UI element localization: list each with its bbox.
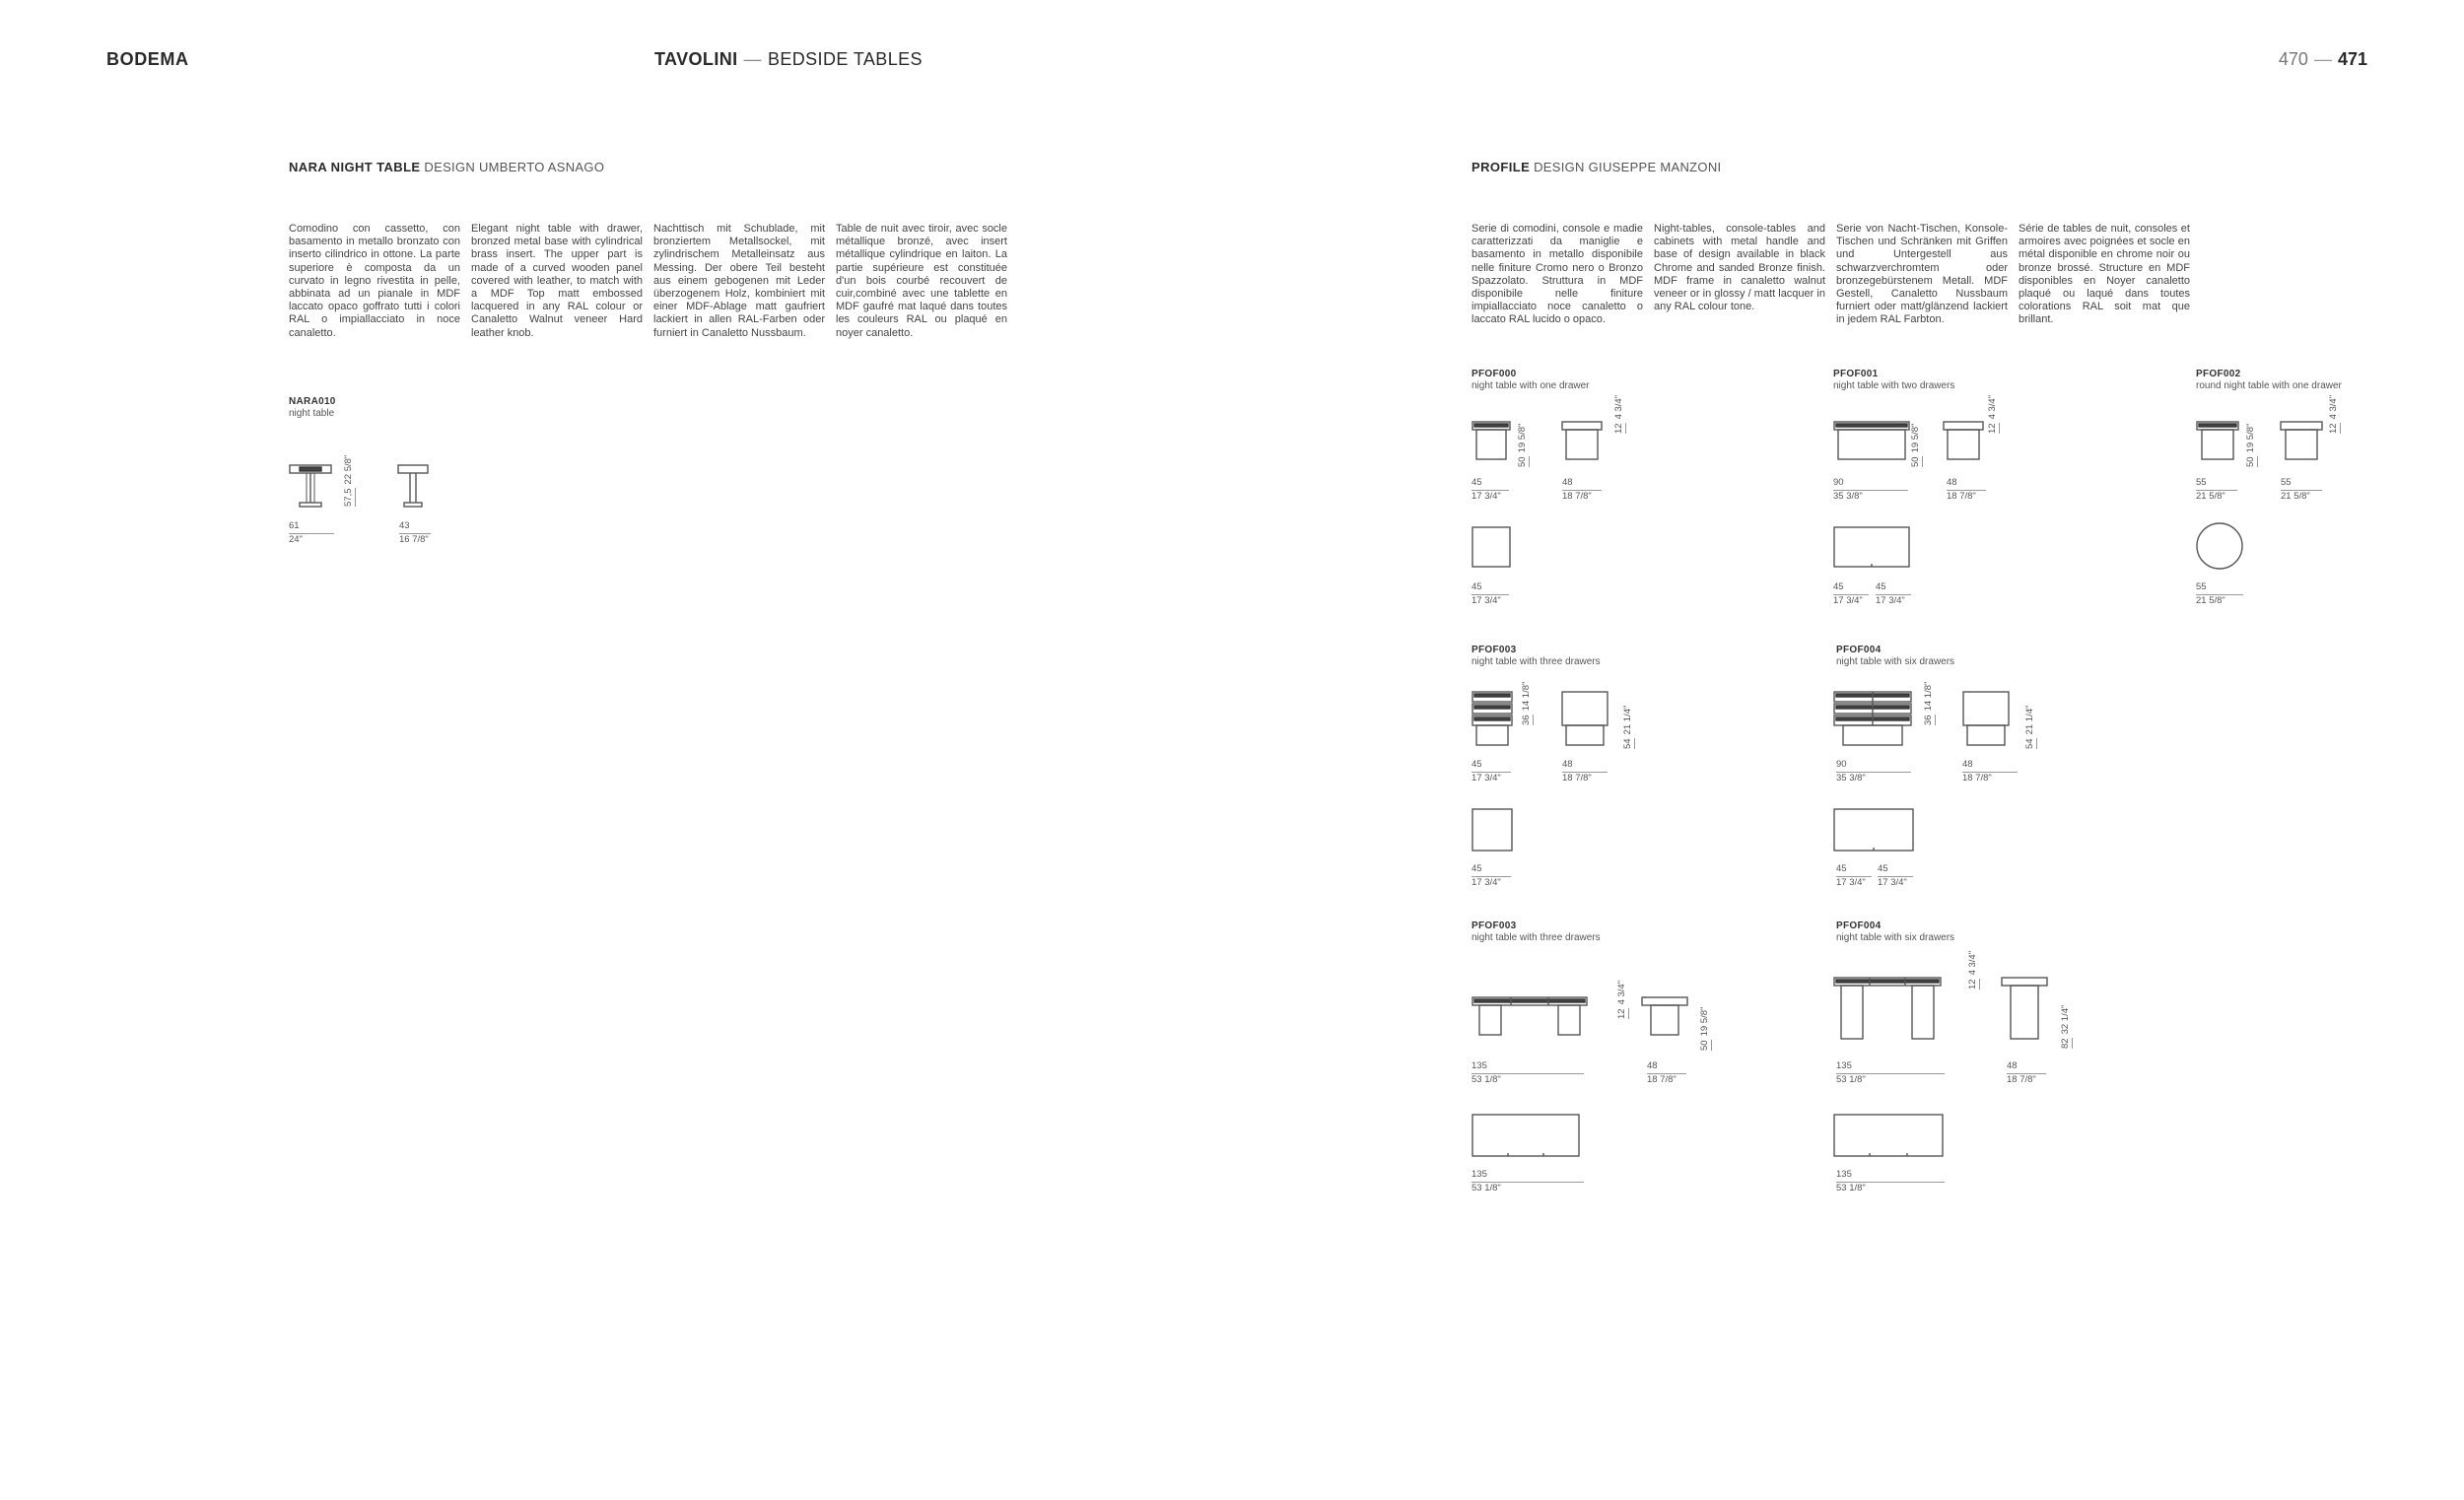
product-description: night table with one drawer — [1472, 380, 1590, 391]
console3-h2-dim — [1699, 1007, 1711, 1051]
console4-side-top — [2002, 978, 2047, 986]
console4-leg-right — [1912, 986, 1934, 1039]
dim-inch: 35 3/8" — [1833, 491, 1863, 502]
dim-inch: 22 5/8" — [343, 454, 354, 485]
console4-w1-dim — [1836, 1060, 1945, 1086]
dim-value: 90 — [1833, 477, 1908, 491]
pfof000-plan — [1472, 526, 1515, 570]
dim-value: 48 — [1647, 1060, 1686, 1074]
nara-text-de: Nachttisch mit Schublade, mit bronziertem Metallsockel, mit zylindrischem Metalleinsatz aus Messing. Der obere Teil besteht aus einem gebogenen mit Leder überzogenem Holz, kombiniert mit einer MDF-Ablage matt gaufriert lackiert in allen RAL-Farben oder furniert in Canaletto Nussbaum. — [653, 223, 825, 339]
product-code: PFOF001 — [1833, 369, 1879, 379]
pfof002-drawing — [2196, 420, 2334, 469]
dim-value: 45 — [1876, 581, 1911, 595]
pfof003-console-drawing — [1472, 995, 1669, 1053]
product-description: night table with three drawers — [1472, 932, 1601, 943]
nara-title — [289, 160, 604, 174]
dim-value: 36 — [1923, 715, 1934, 725]
dim-value: 55 — [2281, 477, 2322, 491]
pfof001-side-frame — [1948, 430, 1979, 459]
dim-value: 48 — [1562, 477, 1602, 491]
product-code: PFOF002 — [2196, 369, 2241, 379]
page-numbers — [2279, 49, 2367, 70]
console3-w1-dim — [1472, 1060, 1584, 1086]
pfof002-side-frame — [2286, 430, 2317, 459]
dim-inch: 17 3/4" — [1472, 595, 1501, 606]
pfof003-side-base — [1566, 725, 1604, 745]
profile-text-de: Serie von Nacht-Tischen, Konsole-Tischen und Schränken mit Griffen und Untergestell aus schwarzverchromtem oder bronzegebürstenem Metall. MDF Gestell, Canaletto Nussbaum furniert oder matt/glänzend lackiert in jedem RAL Farbton. — [1836, 223, 2008, 326]
nara-text-en: Elegant night table with drawer, bronzed metal base with cylindrical brass insert. The upper part is made of a curved wooden panel covered with leather, to match with a MDF Top matt embossed lacquered in any RAL colour or Canaletto Walnut veneer Hard leather knob. — [471, 223, 643, 339]
dim-inch: 4 3/4" — [1987, 394, 1998, 420]
pfof001-w2-dim — [1947, 477, 1986, 503]
nara-description — [289, 223, 1007, 340]
dim-inch: 53 1/8" — [1836, 1183, 1866, 1193]
pfof001-h1-dim — [1910, 424, 1922, 467]
pfof003-console-side — [1641, 995, 1700, 1045]
product-description: round night table with one drawer — [2196, 380, 2342, 391]
dim-value: 55 — [2196, 477, 2237, 491]
dim-inch: 18 7/8" — [1947, 491, 1976, 502]
pfof002-front-frame — [2202, 430, 2233, 459]
console4-plan-rect — [1834, 1115, 1943, 1156]
product-description: night table with two drawers — [1833, 380, 1955, 391]
pfof001-p2-dim — [1876, 581, 1911, 607]
dim-value: 50 — [1699, 1040, 1710, 1051]
pfof004-console-drawing — [1833, 976, 1951, 1055]
dim-value: 48 — [2007, 1060, 2046, 1074]
pfof002-side-top — [2281, 422, 2322, 430]
section-title-rest: BEDSIDE TABLES — [767, 49, 923, 69]
dim-inch: 17 3/4" — [1472, 877, 1501, 888]
product-pfof004-console — [1836, 920, 1954, 944]
pfof004-console-side — [2001, 976, 2060, 1055]
dim-inch: 19 5/8" — [1517, 423, 1528, 453]
nara-front-drawer — [300, 467, 321, 471]
dim-inch: 4 3/4" — [2328, 394, 2339, 420]
pfof003-side-body — [1562, 692, 1608, 725]
product-code: PFOF004 — [1836, 645, 1882, 655]
nara-title-designer: DESIGN UMBERTO ASNAGO — [424, 160, 605, 174]
dim-value: 12 — [1616, 1008, 1627, 1019]
dim-inch: 32 1/4" — [2060, 1004, 2071, 1035]
product-code: PFOF003 — [1472, 645, 1517, 655]
dim-value: 54 — [1622, 738, 1633, 749]
dim-inch: 18 7/8" — [1962, 773, 1992, 784]
pfof004-side-body — [1963, 692, 2009, 725]
dim-inch: 21 5/8" — [2196, 491, 2225, 502]
console4-front-handle — [1836, 980, 1939, 983]
pfof000-side-top — [1562, 422, 1602, 430]
pfof001-plan — [1833, 526, 1916, 570]
dim-value: 61 — [289, 520, 334, 534]
pfof001-plan-rect — [1834, 527, 1909, 567]
console3-h1-dim — [1616, 981, 1628, 1019]
profile-title-designer: DESIGN GIUSEPPE MANZONI — [1534, 160, 1722, 174]
pfof004-front-base — [1843, 725, 1902, 745]
console3-w2-dim — [1647, 1060, 1686, 1086]
page-dash: — — [2313, 49, 2332, 69]
pfof004-plan — [1833, 808, 1918, 853]
pfof004-p1-dim — [1836, 863, 1872, 889]
pfof002-w2-dim — [2281, 477, 2322, 503]
pfof003-p1-dim — [1472, 863, 1511, 889]
dim-inch: 18 7/8" — [1562, 491, 1592, 502]
dim-inch: 17 3/4" — [1833, 595, 1863, 606]
dim-value: 57,5 — [343, 488, 354, 507]
dim-inch: 18 7/8" — [2007, 1074, 2036, 1085]
pfof002-plan — [2196, 522, 2247, 574]
dim-inch: 16 7/8" — [399, 534, 429, 545]
dim-inch: 19 5/8" — [1910, 423, 1921, 453]
pfof002-h2-dim — [2328, 395, 2340, 434]
nara-side-top — [398, 465, 428, 473]
console3-p1-dim — [1472, 1169, 1584, 1194]
console3-side-top — [1642, 997, 1687, 1005]
console4-leg-left — [1841, 986, 1863, 1039]
pfof001-w1-dim — [1833, 477, 1908, 503]
dim-value: 45 — [1472, 477, 1509, 491]
product-code: PFOF003 — [1472, 920, 1517, 931]
nara-title-bold: NARA NIGHT TABLE — [289, 160, 421, 174]
pfof002-w1-dim — [2196, 477, 2237, 503]
dim-inch: 35 3/8" — [1836, 773, 1866, 784]
dim-value: 50 — [1910, 456, 1921, 467]
dim-value: 50 — [2245, 456, 2256, 467]
dim-inch: 21 5/8" — [2196, 595, 2225, 606]
dim-value: 12 — [1987, 423, 1998, 434]
console3-front-handle — [1474, 999, 1585, 1002]
dim-inch: 17 3/4" — [1472, 491, 1501, 502]
profile-description — [1472, 223, 2190, 327]
dim-value: 90 — [1836, 759, 1911, 773]
dim-value: 45 — [1836, 863, 1872, 877]
pfof004-h2-dim — [2024, 706, 2036, 749]
dim-inch: 19 5/8" — [1699, 1006, 1710, 1037]
dim-inch: 18 7/8" — [1562, 773, 1592, 784]
console3-leg-left — [1479, 1005, 1501, 1035]
product-description: night table — [289, 408, 335, 419]
page-left: 470 — [2278, 49, 2308, 69]
dim-value: 135 — [1836, 1060, 1945, 1074]
dim-value: 12 — [1613, 423, 1624, 434]
product-pfof000 — [1472, 369, 1590, 392]
pfof003-plan — [1472, 808, 1517, 853]
console4-w2-dim — [2007, 1060, 2046, 1086]
console3-plan-rect — [1472, 1115, 1579, 1156]
product-pfof001 — [1833, 369, 1954, 392]
profile-title — [1472, 160, 1721, 174]
section-dash: — — [743, 49, 762, 69]
dim-inch: 21 1/4" — [2024, 705, 2035, 735]
dim-value: 54 — [2024, 738, 2035, 749]
dim-value: 45 — [1472, 581, 1509, 595]
product-code: PFOF004 — [1836, 920, 1882, 931]
profile-title-bold: PROFILE — [1472, 160, 1531, 174]
pfof001-side-top — [1944, 422, 1983, 430]
dim-inch: 19 5/8" — [2245, 423, 2256, 453]
nara-text-it: Comodino con cassetto, con basamento in metallo bronzato con inserto cilindrico in ottone. La parte superiore è composta da un curvato in legno rivestita in pelle, abbinata ad un pianale in MDF laccato opaco goffrato tutti i colori RAL o impiallacciato in noce canaletto. — [289, 223, 460, 339]
console3-side-frame — [1651, 1005, 1678, 1035]
dim-value: 48 — [1947, 477, 1986, 491]
console4-p1-dim — [1836, 1169, 1945, 1194]
pfof004-w1-dim — [1836, 759, 1911, 784]
pfof000-front-frame — [1476, 430, 1506, 459]
dim-value: 48 — [1562, 759, 1608, 773]
pfof001-front-handle — [1836, 424, 1907, 427]
product-description: night table with six drawers — [1836, 656, 1955, 667]
pfof000-side-frame — [1566, 430, 1598, 459]
pfof000-p1-dim — [1472, 581, 1509, 607]
pfof003-plan-rect — [1472, 809, 1512, 851]
dim-value: 45 — [1878, 863, 1913, 877]
dim-inch: 21 5/8" — [2281, 491, 2310, 502]
nara-height-dim — [343, 455, 355, 507]
pfof000-h2-dim — [1613, 395, 1625, 434]
dim-inch: 17 3/4" — [1472, 773, 1501, 784]
page-right: 471 — [2337, 49, 2367, 69]
section-title-bold: TAVOLINI — [654, 49, 738, 69]
pfof001-h2-dim — [1987, 395, 1999, 434]
pfof002-p1-dim — [2196, 581, 2243, 607]
console4-h2-dim — [2060, 1005, 2072, 1049]
nara-side-base — [404, 503, 422, 507]
dim-value: 82 — [2060, 1038, 2071, 1049]
console4-side-frame — [2011, 986, 2038, 1039]
nara-item-label — [289, 396, 336, 420]
dim-inch: 21 1/4" — [1622, 705, 1633, 735]
product-code: NARA010 — [289, 396, 336, 407]
product-description: night table with three drawers — [1472, 656, 1601, 667]
pfof003-h1-dim — [1521, 682, 1533, 725]
dim-value: 12 — [1967, 979, 1978, 989]
profile-text-it: Serie di comodini, console e madie caratterizzati da maniglie e basamento in metallo disponibile nelle finiture Cromo nero o Bronzo Spazzolato. Struttura in MDF disponibile nelle finiture impiallacciato noce canaletto o laccato RAL lucido o opaco. — [1472, 223, 1643, 326]
section-title — [654, 49, 923, 70]
pfof000-front-handle — [1474, 424, 1508, 427]
dim-value: 45 — [1833, 581, 1869, 595]
dim-value: 48 — [1962, 759, 2018, 773]
dim-inch: 17 3/4" — [1836, 877, 1866, 888]
product-pfof004 — [1836, 645, 1954, 668]
dim-inch: 53 1/8" — [1836, 1074, 1866, 1085]
product-pfof003 — [1472, 645, 1601, 668]
nara-depth-dim — [399, 520, 431, 546]
dim-value: 12 — [2328, 423, 2339, 434]
product-code: PFOF000 — [1472, 369, 1517, 379]
pfof000-h1-dim — [1517, 424, 1529, 467]
dim-inch: 18 7/8" — [1647, 1074, 1677, 1085]
pfof000-drawing — [1472, 420, 1609, 469]
nara-width-dim — [289, 520, 334, 546]
dim-value: 36 — [1521, 715, 1532, 725]
console3-plan — [1472, 1114, 1586, 1161]
dim-value: 135 — [1836, 1169, 1945, 1183]
pfof004-side-base — [1967, 725, 2005, 745]
product-pfof002 — [2196, 369, 2354, 392]
dim-inch: 4 3/4" — [1613, 394, 1624, 420]
console4-h1-dim — [1967, 951, 1979, 989]
dim-inch: 4 3/4" — [1616, 980, 1627, 1005]
product-description: night table with six drawers — [1836, 932, 1955, 943]
dim-inch: 53 1/8" — [1472, 1074, 1501, 1085]
dim-inch: 14 1/8" — [1521, 681, 1532, 712]
dim-inch: 24" — [289, 534, 303, 545]
pfof002-plan-circle — [2197, 523, 2242, 569]
pfof004-p2-dim — [1878, 863, 1913, 889]
dim-value: 50 — [1517, 456, 1528, 467]
dim-inch: 17 3/4" — [1876, 595, 1905, 606]
dim-inch: 4 3/4" — [1967, 950, 1978, 976]
nara-text-fr: Table de nuit avec tiroir, avec socle métallique bronzé, avec insert métallique cylindrique en laiton. La partie supérieure est constituée d'un bois courbé recouvert de cuir,combiné avec une tablette en MDF gaufré mat laqué dans toutes les couleurs RAL ou plaqué en noyer canaletto. — [836, 223, 1007, 339]
pfof003-w1-dim — [1472, 759, 1511, 784]
nara-front-base — [300, 503, 321, 507]
pfof003-handle-1 — [1474, 694, 1510, 697]
pfof003-front-base — [1476, 725, 1508, 745]
nara-drawing — [286, 461, 444, 520]
dim-value: 45 — [1472, 863, 1511, 877]
pfof004-w2-dim — [1962, 759, 2018, 784]
pfof003-handle-2 — [1474, 706, 1510, 709]
dim-value: 45 — [1472, 759, 1511, 773]
pfof003-h2-dim — [1622, 706, 1634, 749]
pfof000-plan-rect — [1472, 527, 1510, 567]
dim-inch: 53 1/8" — [1472, 1183, 1501, 1193]
profile-text-fr: Série de tables de nuit, consoles et armoires avec poignées et socle en métal disponible en chrome noir ou bronze brossé. Structure en MDF disponibles en Noyer canaletto plaqué ou laqué dans toutes colorations RAL soit mat que brillant. — [2019, 223, 2190, 326]
pfof000-w1-dim — [1472, 477, 1509, 503]
dim-value: 55 — [2196, 581, 2243, 595]
pfof000-w2-dim — [1562, 477, 1602, 503]
pfof002-h1-dim — [2245, 424, 2257, 467]
dim-inch: 14 1/8" — [1923, 681, 1934, 712]
pfof003-w2-dim — [1562, 759, 1608, 784]
dim-inch: 17 3/4" — [1878, 877, 1907, 888]
dim-value: 135 — [1472, 1169, 1584, 1183]
pfof001-p1-dim — [1833, 581, 1869, 607]
pfof004-h1-dim — [1923, 682, 1935, 725]
brand-name: BODEMA — [106, 49, 189, 69]
pfof004-plan-rect — [1834, 809, 1913, 851]
console4-plan — [1833, 1114, 1948, 1161]
dim-value: 43 — [399, 520, 431, 534]
product-pfof003-console — [1472, 920, 1601, 944]
pfof003-drawing — [1472, 690, 1629, 753]
dim-value: 135 — [1472, 1060, 1584, 1074]
pfof001-front-frame — [1838, 430, 1905, 459]
pfof003-handle-3 — [1474, 717, 1510, 720]
pfof002-front-handle — [2199, 424, 2236, 427]
console3-leg-right — [1558, 1005, 1580, 1035]
profile-text-en: Night-tables, console-tables and cabinets with metal handle and base of design available in black Chrome and sanded Bronze finish. MDF frame in canaletto walnut veneer or in glossy / matt lacquer in any RAL colour tone. — [1654, 223, 1825, 313]
